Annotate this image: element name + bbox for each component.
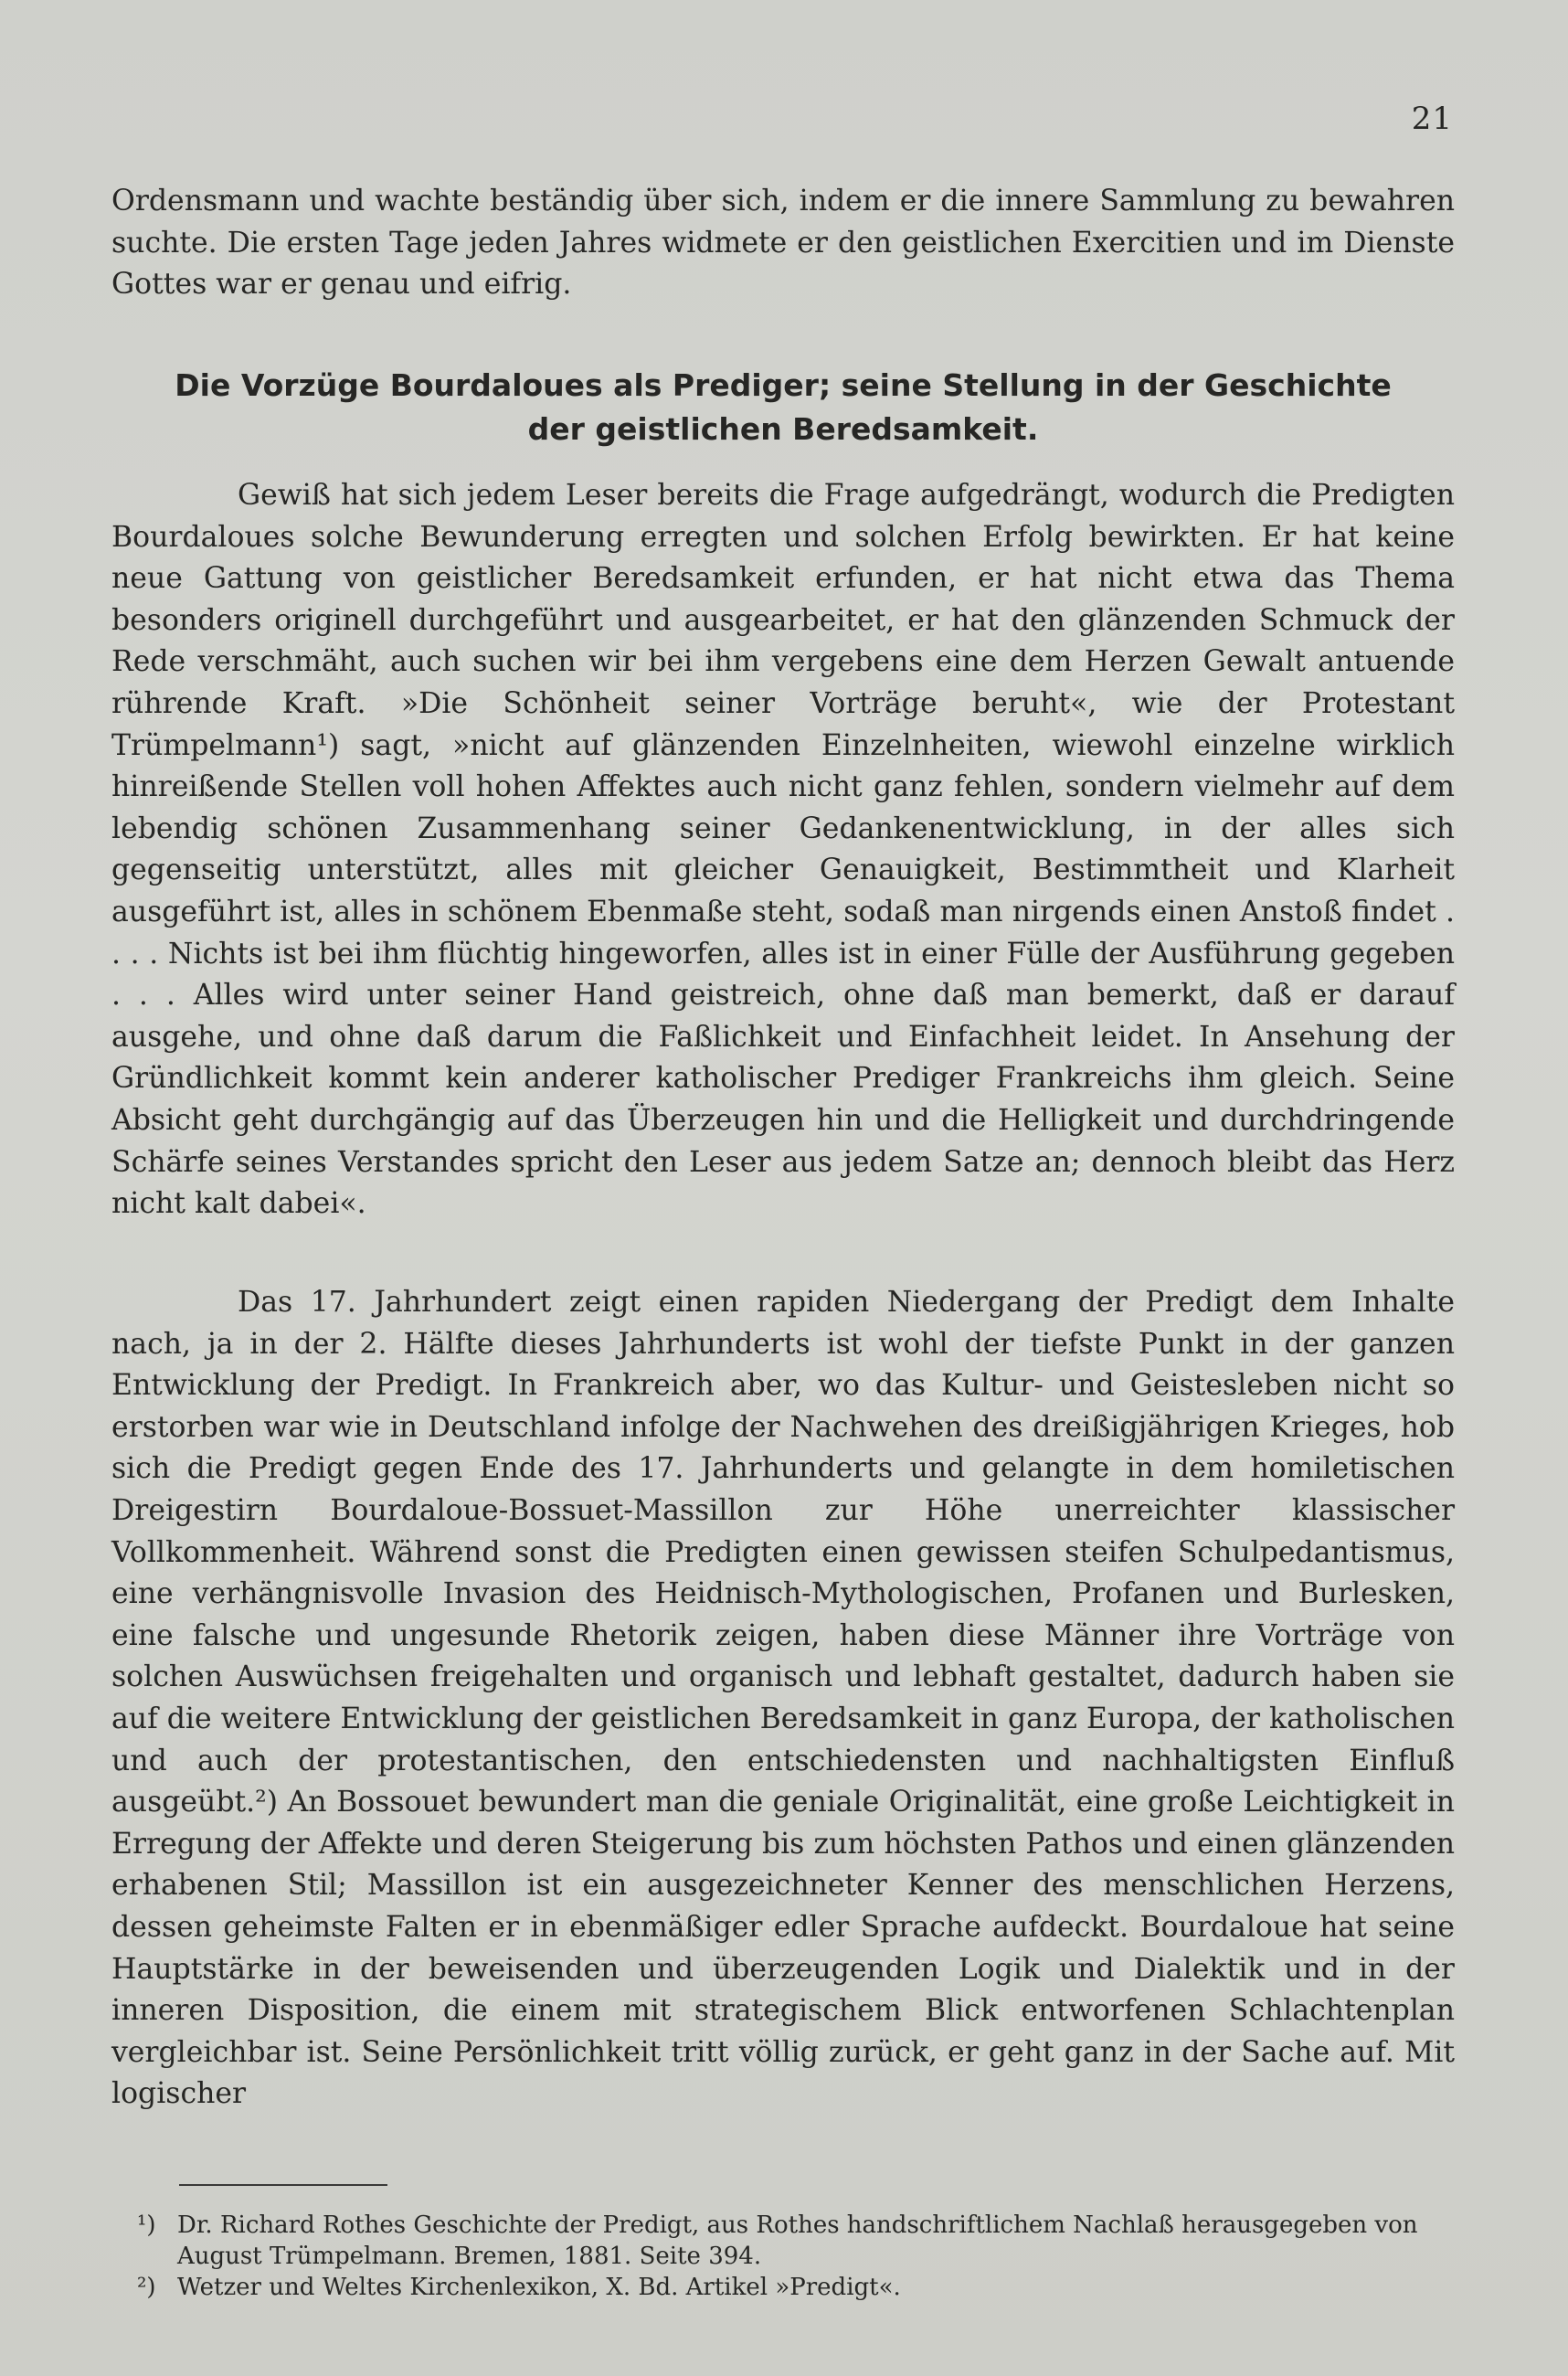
body-paragraph-2: Das 17. Jahrhundert zeigt einen rapiden Niedergang der Predigt dem Inhalte nach, ja in der 2. Hälfte dieses Jahrhunderts ist wohl der tiefste Punkt in der ganzen Entwicklung der Predigt. In Frankreich aber, wo das Kultur- und Geistesleben nicht so erstorben war wie in Deutschland infolge der Nachwehen des dreißigjährigen Krieges, hob sich die Predigt gegen Ende des 17. Jahrhunderts und gelangte in dem homiletischen Dreigestirn Bourdaloue-Bossuet-Massillon zur Höhe unerreichter klassischer Vollkommenheit. Während sonst die Predigten einen gewissen steifen Schulpedantismus, eine verhängnisvolle Invasion des Heidnisch-Mythologischen, Profanen und Burlesken, eine falsche und ungesunde Rhetorik zeigen, haben diese Männer ihre Vorträge von solchen Auswüchsen freigehalten und organisch und lebhaft gestaltet, dadurch haben sie auf die weitere Entwicklung der geistlichen Beredsamkeit in ganz Europa, der katholischen und auch der protestantischen, den entschiedensten und nachhaltigsten Einfluß ausgeübt.²) An Bossouet bewundert man die geniale Originalität, eine große Leichtigkeit in Erregung der Affekte und deren Steigerung bis zum höchsten Pathos und einen glänzenden erhabenen Stil; Massillon ist ein ausgezeichneter Kenner des menschlichen Herzens, dessen geheimste Falten er in ebenmäßiger edler Sprache aufdeckt. Bourdaloue hat seine Hauptstärke in der beweisenden und überzeugenden Logik und Dialektik und in der inneren Disposition, die einem mit strategischem Blick entworfenen Schlachtenplan vergleichbar ist. Seine Persönlichkeit tritt völlig zurück, er geht ganz in der Sache auf. Mit logischer [111,1286,1455,2111]
footnote-1 [137,2210,1462,2272]
body-paragraph-1: Gewiß hat sich jedem Leser bereits die Frage aufgedrängt, wodurch die Predigten Bourdaloues solche Bewunderung erregten und solchen Erfolg bewirkten. Er hat keine neue Gattung von geistlicher Beredsamkeit erfunden, er hat nicht etwa das Thema besonders originell durchgeführt und ausgearbeitet, er hat den glänzenden Schmuck der Rede verschmäht, auch suchen wir bei ihm vergebens eine dem Herzen Gewalt antuende rührende Kraft. »Die Schönheit seiner Vorträge beruht«, wie der Protestant Trümpelmann¹) sagt, »nicht auf glänzenden Einzelnheiten, wiewohl einzelne wirklich hinreißende Stellen voll hohen Affektes auch nicht ganz fehlen, sondern vielmehr auf dem lebendig schönen Zusammenhang seiner Gedankenentwicklung, in der alles sich gegenseitig unterstützt, alles mit gleicher Genauigkeit, Bestimmtheit und Klarheit ausgeführt ist, alles in schönem Ebenmaße steht, sodaß man nirgends einen Anstoß findet . . . . Nichts ist bei ihm flüchtig hingeworfen, alles ist in einer Fülle der Ausführung gegeben . . . Alles wird unter seiner Hand geistreich, ohne daß man bemerkt, daß er darauf ausgehe, und ohne daß darum die Faßlichkeit und Einfachheit leidet. In Ansehung der Gründlichkeit kommt kein anderer katholischer Prediger Frankreichs ihm gleich. Seine Absicht geht durchgängig auf das Überzeugen hin und die Helligkeit und durchdringende Schärfe seines Verstandes spricht den Leser aus jedem Satze an; dennoch bleibt das Herz nicht kalt dabei«. [111,479,1455,1221]
footnote-2 [137,2272,1462,2303]
intro-paragraph: Ordensmann und wachte beständig über sich, indem er die innere Sammlung zu bewahren suchte. Die ersten Tage jeden Jahres widmete er den geistlichen Exercitien und im Dienste Gottes war er genau und eifrig. [111,185,1455,302]
section-heading-line-2: der geistlichen Beredsamkeit. [527,411,1039,447]
page-number: 21 [1411,101,1453,137]
footnote-1-text: Dr. Richard Rothes Geschichte der Predigt, aus Rothes handschriftlichem Nachlaß herausgegeben von August Trümpelmann. Bremen, 1881. Seite 394. [177,2212,1418,2270]
footnotes [137,2210,1462,2303]
footnote-1-mark: ¹) [137,2212,156,2239]
footnote-divider [179,2184,387,2186]
footnote-2-text: Wetzer und Weltes Kirchenlexikon, X. Bd. Artikel »Predigt«. [177,2274,901,2301]
footnote-2-mark: ²) [137,2274,156,2301]
intro-paragraph-block [111,181,1455,306]
body-paragraph-block-2 [111,1282,1455,2116]
body-paragraph-block-1 [111,475,1455,1225]
section-heading-line-1: Die Vorzüge Bourdaloues als Prediger; seine Stellung in der Geschichte [175,367,1392,403]
section-heading [111,364,1455,451]
